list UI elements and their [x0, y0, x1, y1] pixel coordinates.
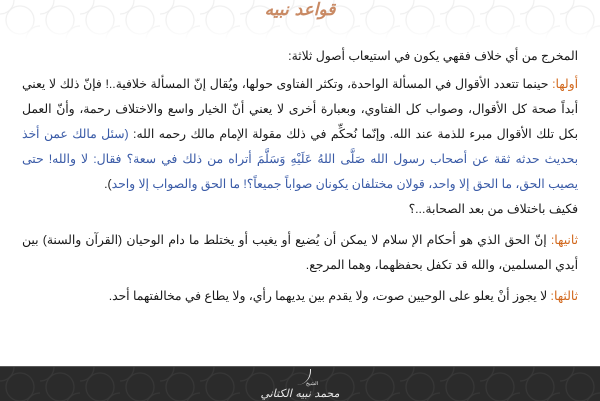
- header-pattern-band: [0, 0, 600, 40]
- footer-pattern-band: [0, 366, 600, 401]
- signature-name: محمد نبيه الكتاني: [260, 387, 340, 400]
- signature-logo: [250, 367, 350, 401]
- point-1-text: حينما تتعدد الأقوال في المسألة الواحدة، وتكثر الفتاوى حولها، ويُقال إنّ المسألة خلافية..! فإنّ ذلك لا يعني أبداً صحة كل الأقوال، وصواب كل الفتاوي، وبعبارة أخرى لا يعني أنّ الخيار واسع والاختلاف رحمة، وأنّ العمل بكل تلك الأقوال مبرء للذمة عند الله. وإنّما نُحكِّم في ذلك مقولة الإمام مالك رحمه الله:: [22, 77, 578, 141]
- point-1-followup: فكيف باختلاف من بعد الصحابة...؟: [408, 202, 578, 216]
- point-2-label: ثانيها:: [550, 233, 578, 247]
- malik-quote: (سئل مالك عمن أخذ بحديث حدثه ثقة عن أصحاب رسول الله صَلَّى اللهُ عَلَيْهِ وَسَلَّمَ أتراه من ذلك في سعة؟ فقال: لا والله! حتى يصيب الحق، ما الحق إلا واحد، قولان مختلفان يكونان صواباً جميعاً؟! ما الحق والصواب إلا واحد: [22, 127, 578, 191]
- article-body: [22, 44, 578, 315]
- point-3-label: ثالثها:: [550, 289, 578, 303]
- logo: [250, 0, 350, 30]
- intro-paragraph: المخرج من أي خلاف فقهي يكون في استيعاب أصول ثلاثة:: [288, 49, 578, 63]
- logo-text: قواعد نبيه: [264, 0, 336, 20]
- point-3-paragraph: [22, 284, 578, 309]
- point-1-paragraph: [22, 72, 578, 197]
- point-2-paragraph: [22, 228, 578, 278]
- signature-title: الشيخ: [305, 381, 319, 387]
- point-3-text: لا يجوز أنْ يعلو على الوحيين صوت، ولا يقدم بين يديهما رأي، ولا يطاع في مخالفتهما أحد.: [108, 289, 551, 303]
- quote-end: ).: [104, 177, 112, 191]
- point-2-text: إنّ الحق الذي هو أحكام الإ سلام لا يمكن أن يُضيع أو يغيب أو يختلط ما دام الوحيان (القرآن والسنة) بين أيدي المسلمين، والله قد تكفل بحفظهما، وهما المرجع.: [22, 233, 578, 272]
- point-1-label: أولها:: [552, 77, 578, 91]
